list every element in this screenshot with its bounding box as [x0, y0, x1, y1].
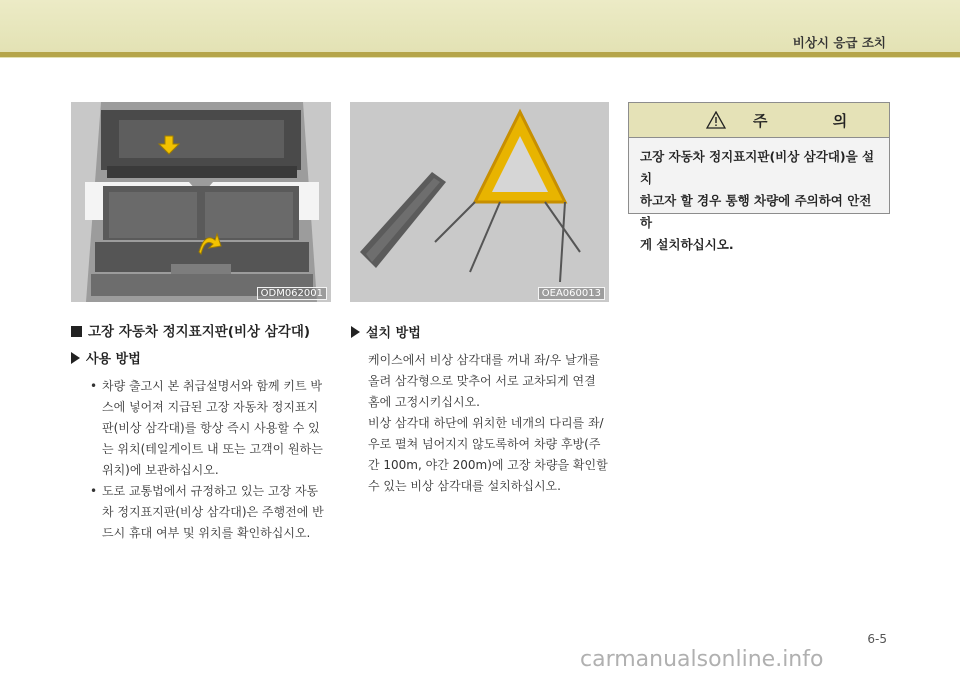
- chapter-title: 비상시 응급 조치: [792, 35, 886, 50]
- header-accent-strip: [0, 52, 960, 57]
- caution-header: [629, 103, 889, 138]
- image-code: OEA060013: [538, 287, 605, 300]
- install-instructions: 케이스에서 비상 삼각대를 꺼내 좌/우 날개를 올려 삼각형으로 맞추어 서로 교차되게 연결 홈에 고정시키십시오. 비상 삼각대 하단에 위치한 네개의 다리를 좌/ 우로 펼쳐 넘어지지 않도록하여 차량 후방(주 간 100m, 야간 200m)에 고장 차량을 확인할 수 있는 비상 삼각대를 설치하십시오.: [368, 353, 608, 493]
- right-column: [351, 322, 616, 497]
- section-title: 고장 자동차 정지표지판(비상 삼각대): [71, 322, 336, 346]
- triangle-bullet-icon: [71, 352, 80, 364]
- list-item: • 도로 교통법에서 규정하고 있는 고장 자동 차 정지표지판(비상 삼각대)은 주행전에 반 드시 휴대 여부 및 위치를 확인하십시오.: [71, 481, 336, 544]
- caution-box: [628, 102, 890, 252]
- square-bullet-icon: [71, 326, 82, 337]
- caution-text: [629, 138, 889, 256]
- caution-title: 주 의: [753, 112, 878, 130]
- warning-triangle-icon: [706, 111, 726, 129]
- subsection-title-usage: 사용 방법: [71, 348, 336, 372]
- caution-line: 고장 자동차 정지표지판(비상 삼각대)을 설치: [640, 149, 875, 186]
- caution-line: 하고자 할 경우 통행 차량에 주의하여 안전하: [640, 193, 872, 230]
- list-item: • 차량 출고시 본 취급설명서와 함께 키트 박 스에 넣어져 지급된 고장 자동차 정지표지 판(비상 삼각대)를 항상 즉시 사용할 수 있 는 위치(테일게이트 내 또는 고객이 원하는 위치)에 보관하십시오.: [71, 376, 336, 481]
- triangle-bullet-icon: [351, 326, 360, 338]
- cargo-area-illustration: [71, 102, 331, 302]
- image-code: ODM062001: [257, 287, 327, 300]
- warning-triangle-photo: [350, 102, 609, 302]
- page-number: 6-5: [867, 632, 887, 646]
- watermark: carmanualsonline.info: [580, 647, 824, 672]
- usage-bullet-list: [71, 376, 336, 544]
- subsection-title-install: 설치 방법: [351, 322, 616, 346]
- caution-line: 게 설치하십시오.: [640, 237, 734, 252]
- warning-triangle-illustration: [350, 102, 609, 302]
- cargo-area-photo: [71, 102, 331, 302]
- left-column: [71, 322, 336, 544]
